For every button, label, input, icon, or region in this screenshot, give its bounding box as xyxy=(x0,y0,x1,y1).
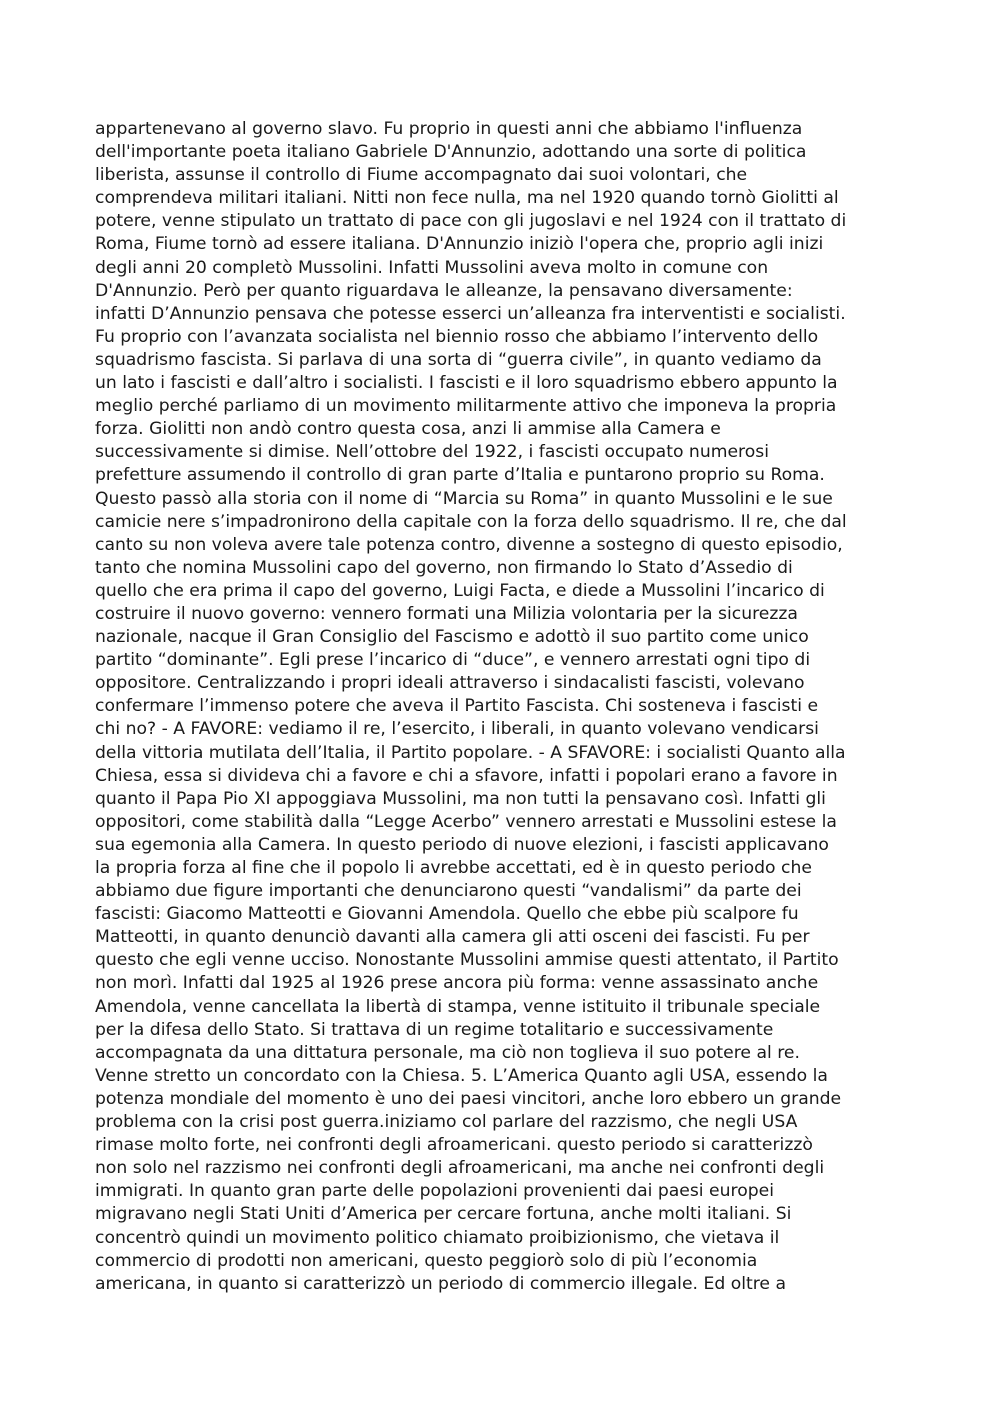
text-line: americana, in quanto si caratterizzò un periodo di commercio illegale. Ed oltre a xyxy=(95,1273,786,1294)
text-line: Roma, Fiume tornò ad essere italiana. D'Annunzio iniziò l'opera che, proprio agli inizi xyxy=(95,234,824,255)
text-line: D'Annunzio. Però per quanto riguardava le alleanze, la pensavano diversamente: xyxy=(95,280,793,301)
text-line: successivamente si dimise. Nell’ottobre del 1922, i fascisti occupato numerosi xyxy=(95,442,769,463)
text-line: non solo nel razzismo nei confronti degli afroamericani, ma anche nei confronti degli xyxy=(95,1158,825,1179)
text-line: Questo passò alla storia con il nome di “Marcia su Roma” in quanto Mussolini e le sue xyxy=(95,488,833,509)
text-line: immigrati. In quanto gran parte delle popolazioni provenienti dai paesi europei xyxy=(95,1181,774,1202)
text-line: liberista, assunse il controllo di Fiume accompagnato dai suoi volontari, che xyxy=(95,165,748,186)
text-line: potenza mondiale del momento è uno dei paesi vincitori, anche loro ebbero un grande xyxy=(95,1088,842,1109)
text-line: meglio perché parliamo di un movimento militarmente attivo che imponeva la propria xyxy=(95,396,837,417)
text-line: tanto che nomina Mussolini capo del governo, non firmando lo Stato d’Assedio di xyxy=(95,557,793,578)
text-line: confermare l’immenso potere che aveva il Partito Fascista. Chi sosteneva i fascisti e xyxy=(95,696,819,717)
text-line: non morì. Infatti dal 1925 al 1926 prese ancora più forma: venne assassinato anche xyxy=(95,973,819,994)
text-line: camicie nere s’impadronirono della capitale con la forza dello squadrismo. Il re, che dal xyxy=(95,511,847,532)
text-line: degli anni 20 completò Mussolini. Infatti Mussolini aveva molto in comune con xyxy=(95,257,769,278)
text-line: rimase molto forte, nei confronti degli afroamericani. questo periodo si caratterizzò xyxy=(95,1135,813,1156)
text-line: dell'importante poeta italiano Gabriele D'Annunzio, adottando una sorte di politica xyxy=(95,142,807,163)
text-line: canto su non voleva avere tale potenza contro, divenne a sostegno di questo episodio, xyxy=(95,534,843,555)
text-line: prefetture assumendo il controllo di gran parte d’Italia e puntarono proprio su Roma. xyxy=(95,465,825,486)
text-line: potere, venne stipulato un trattato di pace con gli jugoslavi e nel 1924 con il trattato di xyxy=(95,211,847,232)
text-line: oppositore. Centralizzando i propri ideali attraverso i sindacalisti fascisti, volevano xyxy=(95,673,805,694)
text-line: Amendola, venne cancellata la libertà di stampa, venne istituito il tribunale speciale xyxy=(95,996,821,1017)
text-line: per la difesa dello Stato. Si trattava di un regime totalitario e successivamente xyxy=(95,1019,774,1040)
text-line: concentrò quindi un movimento politico chiamato proibizionismo, che vietava il xyxy=(95,1227,780,1248)
text-line: un lato i fascisti e dall’altro i socialisti. I fascisti e il loro squadrismo ebbero appunto la xyxy=(95,373,838,394)
text-line: questo che egli venne ucciso. Nonostante Mussolini ammise questi attentato, il Partito xyxy=(95,950,839,971)
text-line: la propria forza al fine che il popolo li avrebbe accettati, ed è in questo periodo che xyxy=(95,858,812,878)
text-line: migravano negli Stati Uniti d’America per cercare fortuna, anche molti italiani. Si xyxy=(95,1204,792,1225)
text-line: sua egemonia alla Camera. In questo periodo di nuove elezioni, i fascisti applicavano xyxy=(95,834,829,855)
text-line: costruire il nuovo governo: vennero formati una Milizia volontaria per la sicurezza xyxy=(95,603,798,624)
text-line: comprendeva militari italiani. Nitti non fece nulla, ma nel 1920 quando tornò Giolitti al xyxy=(95,188,839,209)
body-text xyxy=(95,118,925,1296)
text-line: Venne stretto un concordato con la Chiesa. 5. L’America Quanto agli USA, essendo la xyxy=(95,1065,828,1086)
text-line: forza. Giolitti non andò contro questa cosa, anzi li ammise alla Camera e xyxy=(95,419,721,440)
text-line: fascisti: Giacomo Matteotti e Giovanni Amendola. Quello che ebbe più scalpore fu xyxy=(95,904,799,925)
text-line: accompagnata da una dittatura personale, ma ciò non toglieva il suo potere al re. xyxy=(95,1042,800,1063)
text-line: Chiesa, essa si divideva chi a favore e chi a sfavore, infatti i popolari erano a favore in xyxy=(95,765,838,786)
text-line: Matteotti, in quanto denunciò davanti alla camera gli atti osceni dei fascisti. Fu per xyxy=(95,927,810,948)
text-line: partito “dominante”. Egli prese l’incarico di “duce”, e vennero arrestati ogni tipo di xyxy=(95,650,811,671)
text-line: squadrismo fascista. Si parlava di una sorta di “guerra civile”, in quanto vediamo da xyxy=(95,349,822,370)
text-line: nazionale, nacque il Gran Consiglio del Fascismo e adottò il suo partito come unico xyxy=(95,627,809,648)
text-line: oppositori, come stabilità dalla “Legge Acerbo” vennero arrestati e Mussolini estese la xyxy=(95,811,837,832)
text-line: Fu proprio con l’avanzata socialista nel biennio rosso che abbiamo l’intervento dello xyxy=(95,326,819,347)
text-line: problema con la crisi post guerra.iniziamo col parlare del razzismo, che negli USA xyxy=(95,1112,798,1133)
text-line: commercio di prodotti non americani, questo peggiorò solo di più l’economia xyxy=(95,1250,758,1271)
text-line: quanto il Papa Pio XI appoggiava Mussolini, ma non tutti la pensavano così. Infatti gli xyxy=(95,788,826,809)
text-line: infatti D’Annunzio pensava che potesse esserci un’alleanza fra interventisti e socialisti. xyxy=(95,303,846,324)
text-line: chi no? - A FAVORE: vediamo il re, l’esercito, i liberali, in quanto volevano vendicarsi xyxy=(95,719,819,740)
text-line: appartenevano al governo slavo. Fu proprio in questi anni che abbiamo l'influenza xyxy=(95,119,803,139)
text-line: della vittoria mutilata dell’Italia, il Partito popolare. - A SFAVORE: i socialisti Quanto alla xyxy=(95,742,846,763)
text-line: abbiamo due figure importanti che denunciarono questi “vandalismi” da parte dei xyxy=(95,881,802,902)
text-line: quello che era prima il capo del governo, Luigi Facta, e diede a Mussolini l’incarico di xyxy=(95,580,825,601)
